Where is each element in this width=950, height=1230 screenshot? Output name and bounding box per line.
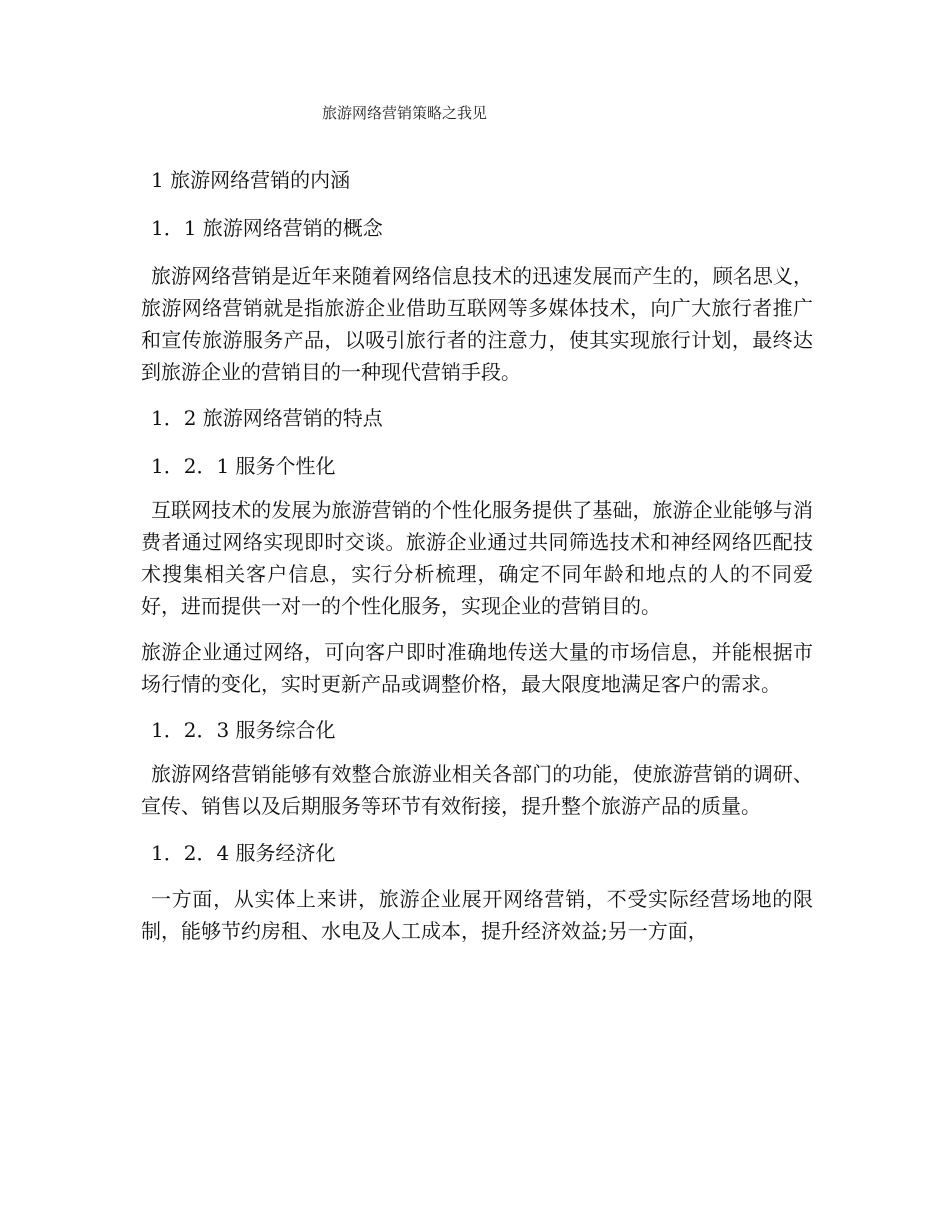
paragraph-integration: 旅游网络营销能够有效整合旅游业相关各部门的功能，使旅游营销的调研、宣传、销售以及后期服务等环节有效衔接，提升整个旅游产品的质量。 <box>141 762 813 818</box>
section-heading-1: 1 旅游网络营销的内涵 <box>151 168 351 192</box>
document-body <box>141 166 813 947</box>
section-heading-1-2: 1．2 旅游网络营销的特点 <box>151 406 383 430</box>
paragraph-economy: 一方面，从实体上来讲，旅游企业展开网络营销，不受实际经营场地的限制，能够节约房租、水电及人工成本，提升经济效益;另一方面， <box>141 887 813 943</box>
paragraph-personalization: 互联网技术的发展为旅游营销的个性化服务提供了基础，旅游企业能够与消费者通过网络实现即时交谈。旅游企业通过共同筛选技术和神经网络匹配技术搜集相关客户信息，实行分析梳理，确定不同年龄和地点的人的不同爱好，进而提供一对一的个性化服务，实现企业的营销目的。 <box>141 498 813 618</box>
paragraph-concept: 旅游网络营销是近年来随着网络信息技术的迅速发展而产生的，顾名思义，旅游网络营销就是指旅游企业借助互联网等多媒体技术，向广大旅行者推广和宣传旅游服务产品，以吸引旅行者的注意力，使其实现旅行计划，最终达到旅游企业的营销目的一种现代营销手段。 <box>141 264 813 384</box>
document-title: 旅游网络营销策略之我见 <box>322 104 488 122</box>
section-heading-1-2-3: 1．2．3 服务综合化 <box>151 718 336 742</box>
section-heading-1-1: 1．1 旅游网络营销的概念 <box>151 216 383 240</box>
paragraph-market-info: 旅游企业通过网络，可向客户即时准确地传送大量的市场信息，并能根据市场行情的变化，实时更新产品或调整价格，最大限度地满足客户的需求。 <box>141 640 813 696</box>
section-heading-1-2-1: 1．2．1 服务个性化 <box>151 454 336 478</box>
section-heading-1-2-4: 1．2．4 服务经济化 <box>151 841 336 865</box>
